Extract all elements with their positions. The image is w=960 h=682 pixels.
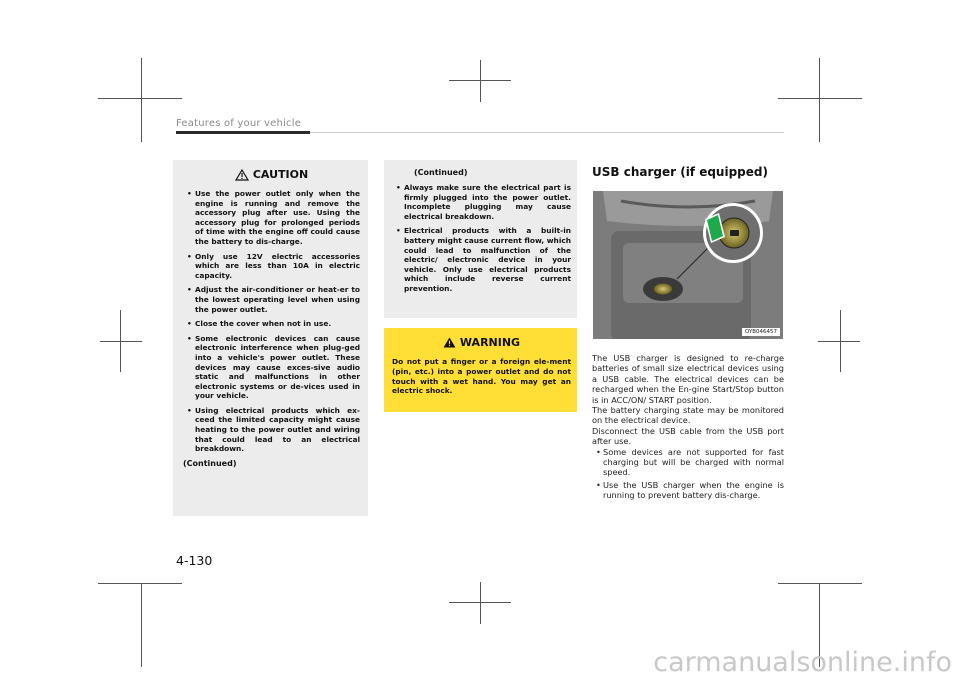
list-item: • Using electrical products which ex-ceed the limited capacity might cause heating to the power outlet and wiring that could lead to an electrical breakdown. (183, 406, 360, 454)
continued-title: (Continued) (414, 168, 468, 177)
usb-bullets (592, 447, 784, 501)
page-number: 4-130 (176, 553, 213, 568)
usb-charger-photo (593, 191, 783, 339)
warning-box (384, 328, 577, 412)
usb-body (592, 353, 784, 503)
section-header: Features of your vehicle (176, 118, 302, 129)
list-item: • Only use 12V electric accessories which are less than 10A in electric capacity. (183, 252, 360, 281)
warning-text: Do not put a finger or a foreign ele-ment (pin, etc.) into a power outlet and do not touch with a wet hand. You may get an electric shock. (392, 357, 571, 396)
header-rule (176, 131, 310, 134)
watermark[interactable]: carmanualsonline.info (653, 647, 952, 678)
list-item: • Electrical products with a built-in battery might cause current flow, which could lead to malfunction of the electric/ electronic device in your vehicle. Only use electrical products which include reverse current prevention. (392, 226, 571, 293)
caution-continued-list (392, 183, 571, 294)
paragraph: The USB charger is designed to re-charge batteries of small size electrical devices using a USB cable. The electrical devices can be recharged when the En-gine Start/Stop button is in ACC/ON/ START position. (592, 353, 784, 405)
image-code: OYB046457 (742, 328, 780, 336)
paragraph: The battery charging state may be monitored on the electrical device. (592, 405, 784, 426)
list-item: • Some devices are not supported for fast charging but will be charged with normal speed. (592, 447, 784, 478)
warning-title-text: WARNING (459, 336, 521, 349)
usb-console-illustration (593, 191, 783, 339)
caution-title-text: CAUTION (252, 168, 309, 181)
list-item: • Some electronic devices can cause electronic interference when plug-ged into a vehicle's power outlet. These devices may cause exces-sive audio static and malfunctions in other electronic systems or de-vices used in your vehicle. (183, 334, 360, 401)
caution-box (173, 160, 368, 516)
caution-list (183, 189, 360, 454)
paragraph: Disconnect the USB cable from the USB port after use. (592, 425, 784, 447)
warning-triangle-icon (235, 169, 249, 181)
list-item: • Close the cover when not in use. (183, 319, 360, 329)
list-item: • Always make sure the electrical part is firmly plugged into the power outlet. Incomplete plugging may cause electrical breakdown. (392, 183, 571, 221)
list-item: • Use the USB charger when the engine is running to prevent battery dis-charge. (592, 480, 784, 501)
warning-title (392, 336, 571, 349)
usb-section-title: USB charger (if equipped) (592, 165, 768, 179)
warning-icon (443, 337, 456, 348)
list-item: • Use the power outlet only when the engine is running and remove the accessory plug after use. Using the accessory plug for prolonged periods of time with the engine off could cause the battery to dis-charge. (183, 189, 360, 247)
continued-label: (Continued) (183, 458, 237, 468)
header-rule-light (310, 132, 784, 133)
caution-title (183, 168, 360, 181)
caution-continued-box (384, 160, 577, 318)
list-item: • Adjust the air-conditioner or heat-er to the lowest operating level when using the power outlet. (183, 285, 360, 314)
